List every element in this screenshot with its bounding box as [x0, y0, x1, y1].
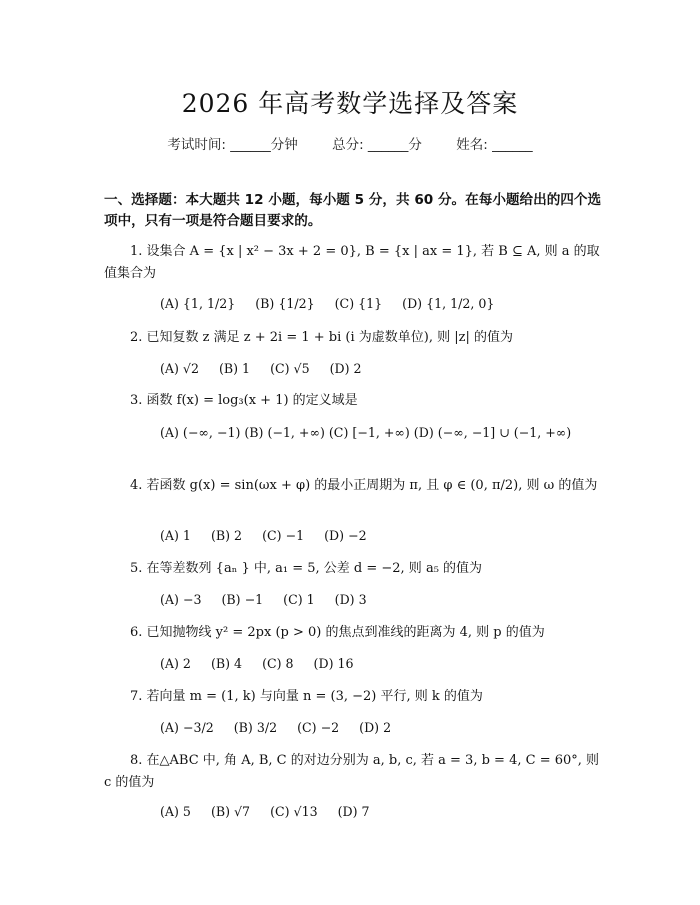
question-stem: 1. 设集合 A = {x | x² − 3x + 2 = 0}, B = {x | ax = 1}, 若 B ⊆ A, 则 a 的取值集合为: [104, 244, 600, 281]
page-title: 2026 年高考数学选择及答案: [181, 89, 519, 118]
total-score-field: 总分: ______分: [332, 137, 422, 153]
question-1-options: (A) {1, 1/2} (B) {1/2} (C) {1} (D) {1, 1/2, 0}: [160, 296, 495, 311]
question-stem: 4. 若函数 g(x) = sin(ωx + φ) 的最小正周期为 π, 且 φ ∈ (0, π/2), 则 ω 的值为: [130, 478, 598, 493]
name-field: 姓名: ______: [456, 137, 533, 153]
question-6-options: (A) 2 (B) 4 (C) 8 (D) 16: [160, 656, 354, 671]
question-4: [104, 475, 604, 497]
question-1: [104, 241, 604, 285]
question-7-options: (A) −3/2 (B) 3/2 (C) −2 (D) 2: [160, 720, 392, 735]
question-stem: 8. 在△ABC 中, 角 A, B, C 的对边分别为 a, b, c, 若 a = 3, b = 4, C = 60°, 则 c 的值为: [104, 753, 600, 790]
question-7: [104, 686, 604, 708]
question-5-options: (A) −3 (B) −1 (C) 1 (D) 3: [160, 592, 367, 607]
question-stem: 3. 函数 f(x) = log₃(x + 1) 的定义域是: [130, 393, 358, 408]
question-2-options: (A) √2 (B) 1 (C) √5 (D) 2: [160, 361, 362, 376]
question-8: [104, 750, 604, 794]
question-stem: 6. 已知抛物线 y² = 2px (p > 0) 的焦点到准线的距离为 4, 则 p 的值为: [130, 625, 545, 640]
question-6: [104, 622, 604, 644]
options-text: (A) (−∞, −1) (B) (−1, +∞) (C) [−1, +∞) (D) (−∞, −1] ∪ (−1, +∞): [160, 425, 572, 440]
question-stem: 7. 若向量 m = (1, k) 与向量 n = (3, −2) 平行, 则 k 的值为: [130, 689, 483, 704]
question-3: [104, 390, 604, 412]
question-8-options: (A) 5 (B) √7 (C) √13 (D) 7: [160, 804, 370, 819]
question-2: [104, 327, 604, 349]
question-3-options: [104, 422, 604, 444]
question-5: [104, 558, 604, 580]
question-stem: 2. 已知复数 z 满足 z + 2i = 1 + bi (i 为虚数单位), 则 |z| 的值为: [130, 330, 513, 345]
exam-time-field: 考试时间: ______分钟: [167, 137, 298, 153]
question-stem: 5. 在等差数列 {aₙ } 中, a₁ = 5, 公差 d = −2, 则 a₅ 的值为: [130, 561, 483, 576]
section-heading: 一、选择题：本大题共 12 小题，每小题 5 分，共 60 分。在每小题给出的四个选项中，只有一项是符合题目要求的。: [104, 192, 602, 229]
exam-info: [0, 133, 700, 153]
question-4-options: (A) 1 (B) 2 (C) −1 (D) −2: [160, 528, 367, 543]
